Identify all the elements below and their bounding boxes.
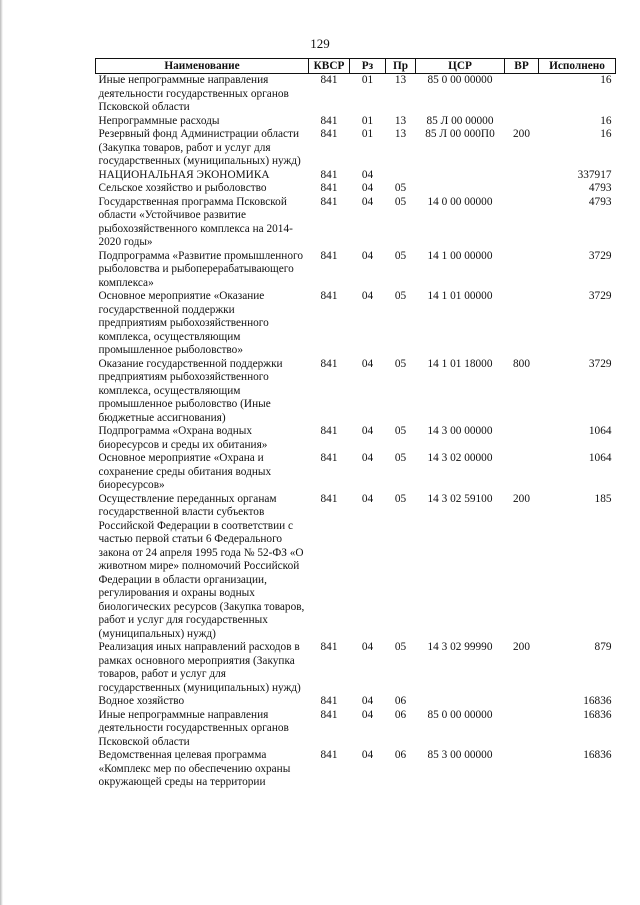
row-pr: 13	[394, 114, 407, 127]
page-number: 129	[310, 36, 330, 51]
header-rz: Рз	[350, 59, 386, 74]
table-row	[96, 74, 616, 115]
row-pr: 05	[394, 182, 407, 194]
row-pr: 06	[394, 695, 407, 707]
row-pr: 05	[394, 425, 407, 437]
row-pr: 05	[394, 641, 407, 653]
row-name: Основное мероприятие «Охрана и сохранение среды обитания водных биоресурсов»	[98, 452, 272, 491]
table-row	[96, 182, 616, 196]
row-pr: 05	[394, 249, 407, 262]
row-kvsr: 841	[320, 290, 338, 302]
table-row	[96, 425, 616, 452]
table-row	[96, 115, 616, 129]
row-total: 16	[600, 128, 612, 140]
row-total: 337917	[577, 168, 612, 181]
row-csr	[416, 169, 505, 183]
row-name: Основное мероприятие «Оказание государственной поддержки предприятиям рыбохозяйственного комплекса, осуществляющим промышленное рыболовство»	[98, 290, 269, 356]
header-csr: ЦСР	[416, 59, 505, 74]
row-rz: 04	[361, 195, 374, 208]
row-pr: 05	[394, 195, 407, 208]
row-vr	[505, 452, 539, 493]
row-vr: 200	[513, 128, 530, 140]
row-csr: 14 0 00 00000	[427, 195, 493, 208]
row-name: Непрограммные расходы	[98, 114, 220, 127]
row-total: 3729	[588, 290, 612, 302]
row-vr	[505, 290, 539, 358]
row-kvsr: 841	[320, 425, 338, 437]
row-csr: 14 3 02 99990	[427, 641, 493, 653]
table-row	[96, 452, 616, 493]
header-vr: ВР	[505, 59, 539, 74]
row-csr: 14 3 02 59100	[427, 492, 493, 505]
row-kvsr: 841	[320, 114, 338, 127]
row-csr: 14 1 00 00000	[427, 249, 493, 262]
row-rz: 01	[361, 74, 374, 86]
row-csr: 85 0 00 00000	[427, 708, 493, 721]
row-vr	[505, 250, 539, 291]
table-row	[96, 128, 616, 169]
row-rz: 01	[361, 128, 374, 140]
row-kvsr: 841	[320, 749, 338, 761]
row-name: Резервный фонд Администрации области (Закупка товаров, работ и услуг для государственных (муниципальных) нужд)	[98, 128, 301, 167]
row-vr	[505, 749, 539, 790]
row-rz: 04	[361, 357, 374, 370]
row-name: Подпрограмма «Охрана водных биоресурсов и среды их обитания»	[98, 425, 268, 451]
row-csr: 14 3 02 00000	[427, 452, 493, 464]
row-csr: 85 Л 00 00000	[426, 114, 494, 127]
row-name: Государственная программа Псковской области «Устойчивое развитие рыбохозяйственного комплекса на 2014-2020 годы»	[98, 195, 293, 248]
table-body	[96, 74, 616, 790]
row-vr: 800	[513, 357, 530, 370]
row-vr	[505, 695, 539, 709]
row-csr: 85 Л 00 000П0	[425, 128, 495, 140]
row-vr	[505, 182, 539, 196]
row-total: 16836	[583, 695, 612, 707]
row-csr: 14 1 01 00000	[427, 290, 493, 302]
row-kvsr: 841	[320, 168, 338, 181]
row-csr: 14 1 01 18000	[427, 357, 493, 370]
table-row	[96, 709, 616, 750]
table-row	[96, 169, 616, 183]
table-row	[96, 290, 616, 358]
row-csr	[416, 182, 505, 196]
header-kvsr: КВСР	[309, 59, 350, 74]
table-row	[96, 358, 616, 426]
row-name: Осуществление переданных органам государственной власти субъектов Российской Федерации в соответствии с частью первой статьи 6 Федерального закона от 24 апреля 1995 года № 52-ФЗ «О животном мире» полномочий Российской Федерации в области организации, регулирования и охраны водных биологических ресурсов (Закупка товаров, работ и услуг для государственных (муниципальных) нужд)	[98, 492, 305, 640]
row-vr	[505, 74, 539, 115]
row-kvsr: 841	[320, 128, 338, 140]
row-pr: 05	[394, 290, 407, 302]
row-rz: 04	[361, 425, 374, 437]
row-kvsr: 841	[320, 641, 338, 653]
row-rz: 04	[361, 249, 374, 262]
row-name: Ведомственная целевая программа «Комплекс мер по обеспечению охраны окружающей среды на территории	[98, 749, 291, 788]
row-total: 4793	[588, 182, 612, 194]
row-total: 879	[594, 641, 612, 653]
row-name: Оказание государственной поддержки предприятиям рыбохозяйственного комплекса, осуществляющим промышленное рыболовство (Иные бюджетные ассигнования)	[98, 357, 283, 424]
row-name: Иные непрограммные направления деятельности государственных органов Псковской области	[98, 74, 289, 113]
row-pr: 13	[394, 74, 407, 86]
row-kvsr: 841	[320, 708, 338, 721]
row-csr	[416, 695, 505, 709]
row-rz: 01	[361, 114, 374, 127]
row-name: НАЦИОНАЛЬНАЯ ЭКОНОМИКА	[98, 168, 270, 181]
row-total: 1064	[588, 452, 612, 464]
row-vr	[505, 169, 539, 183]
row-kvsr: 841	[320, 249, 338, 262]
row-csr: 85 3 00 00000	[427, 749, 493, 761]
row-kvsr: 841	[320, 195, 338, 208]
row-csr: 14 3 00 00000	[427, 425, 493, 437]
row-pr	[386, 169, 416, 183]
table-row	[96, 196, 616, 250]
row-rz: 04	[361, 290, 374, 302]
row-csr: 85 0 00 00000	[427, 74, 493, 86]
row-vr	[505, 115, 539, 129]
row-total: 1064	[588, 425, 612, 437]
row-kvsr: 841	[320, 182, 338, 194]
row-rz: 04	[361, 641, 374, 653]
row-rz: 04	[361, 492, 374, 505]
row-rz: 04	[361, 749, 374, 761]
row-total: 3729	[588, 357, 612, 370]
row-vr: 200	[513, 492, 530, 505]
row-total: 16	[600, 74, 612, 86]
scan-edge	[0, 0, 3, 905]
row-kvsr: 841	[320, 357, 338, 370]
header-pr: Пр	[386, 59, 416, 74]
row-pr: 05	[394, 452, 407, 464]
row-name: Водное хозяйство	[98, 695, 185, 707]
table-row	[96, 493, 616, 642]
row-total: 16	[600, 114, 612, 127]
row-name: Сельское хозяйство и рыболовство	[98, 182, 267, 194]
budget-table	[95, 58, 616, 790]
row-rz: 04	[361, 708, 374, 721]
row-pr: 05	[394, 492, 407, 505]
row-vr	[505, 196, 539, 250]
table-row	[96, 641, 616, 695]
row-rz: 04	[361, 168, 374, 181]
row-name: Иные непрограммные направления деятельности государственных органов Псковской области	[98, 708, 289, 748]
row-pr: 13	[394, 128, 407, 140]
row-total: 3729	[588, 249, 612, 262]
row-kvsr: 841	[320, 452, 338, 464]
row-total: 185	[594, 492, 612, 505]
row-total: 16836	[583, 749, 612, 761]
table-row	[96, 250, 616, 291]
row-kvsr: 841	[320, 74, 338, 86]
header-total: Исполнено	[539, 59, 616, 74]
table-header-row	[96, 59, 616, 74]
row-pr: 06	[394, 708, 407, 721]
row-total: 16836	[583, 708, 612, 721]
row-total: 4793	[588, 195, 612, 208]
row-kvsr: 841	[320, 695, 338, 707]
table-row	[96, 695, 616, 709]
row-pr: 05	[394, 357, 407, 370]
row-pr: 06	[394, 749, 407, 761]
row-vr	[505, 709, 539, 750]
header-name: Наименование	[96, 59, 309, 74]
row-name: Подпрограмма «Развитие промышленного рыболовства и рыбоперерабатывающего комплекса»	[98, 249, 303, 289]
row-rz: 04	[361, 452, 374, 464]
row-kvsr: 841	[320, 492, 338, 505]
row-rz: 04	[361, 182, 374, 194]
row-vr	[505, 425, 539, 452]
table-row	[96, 749, 616, 790]
row-name: Реализация иных направлений расходов в рамках основного мероприятия (Закупка товаров, работ и услуг для государственных (муниципальных) нужд)	[98, 641, 301, 694]
row-rz: 04	[361, 695, 374, 707]
row-vr: 200	[513, 641, 530, 653]
